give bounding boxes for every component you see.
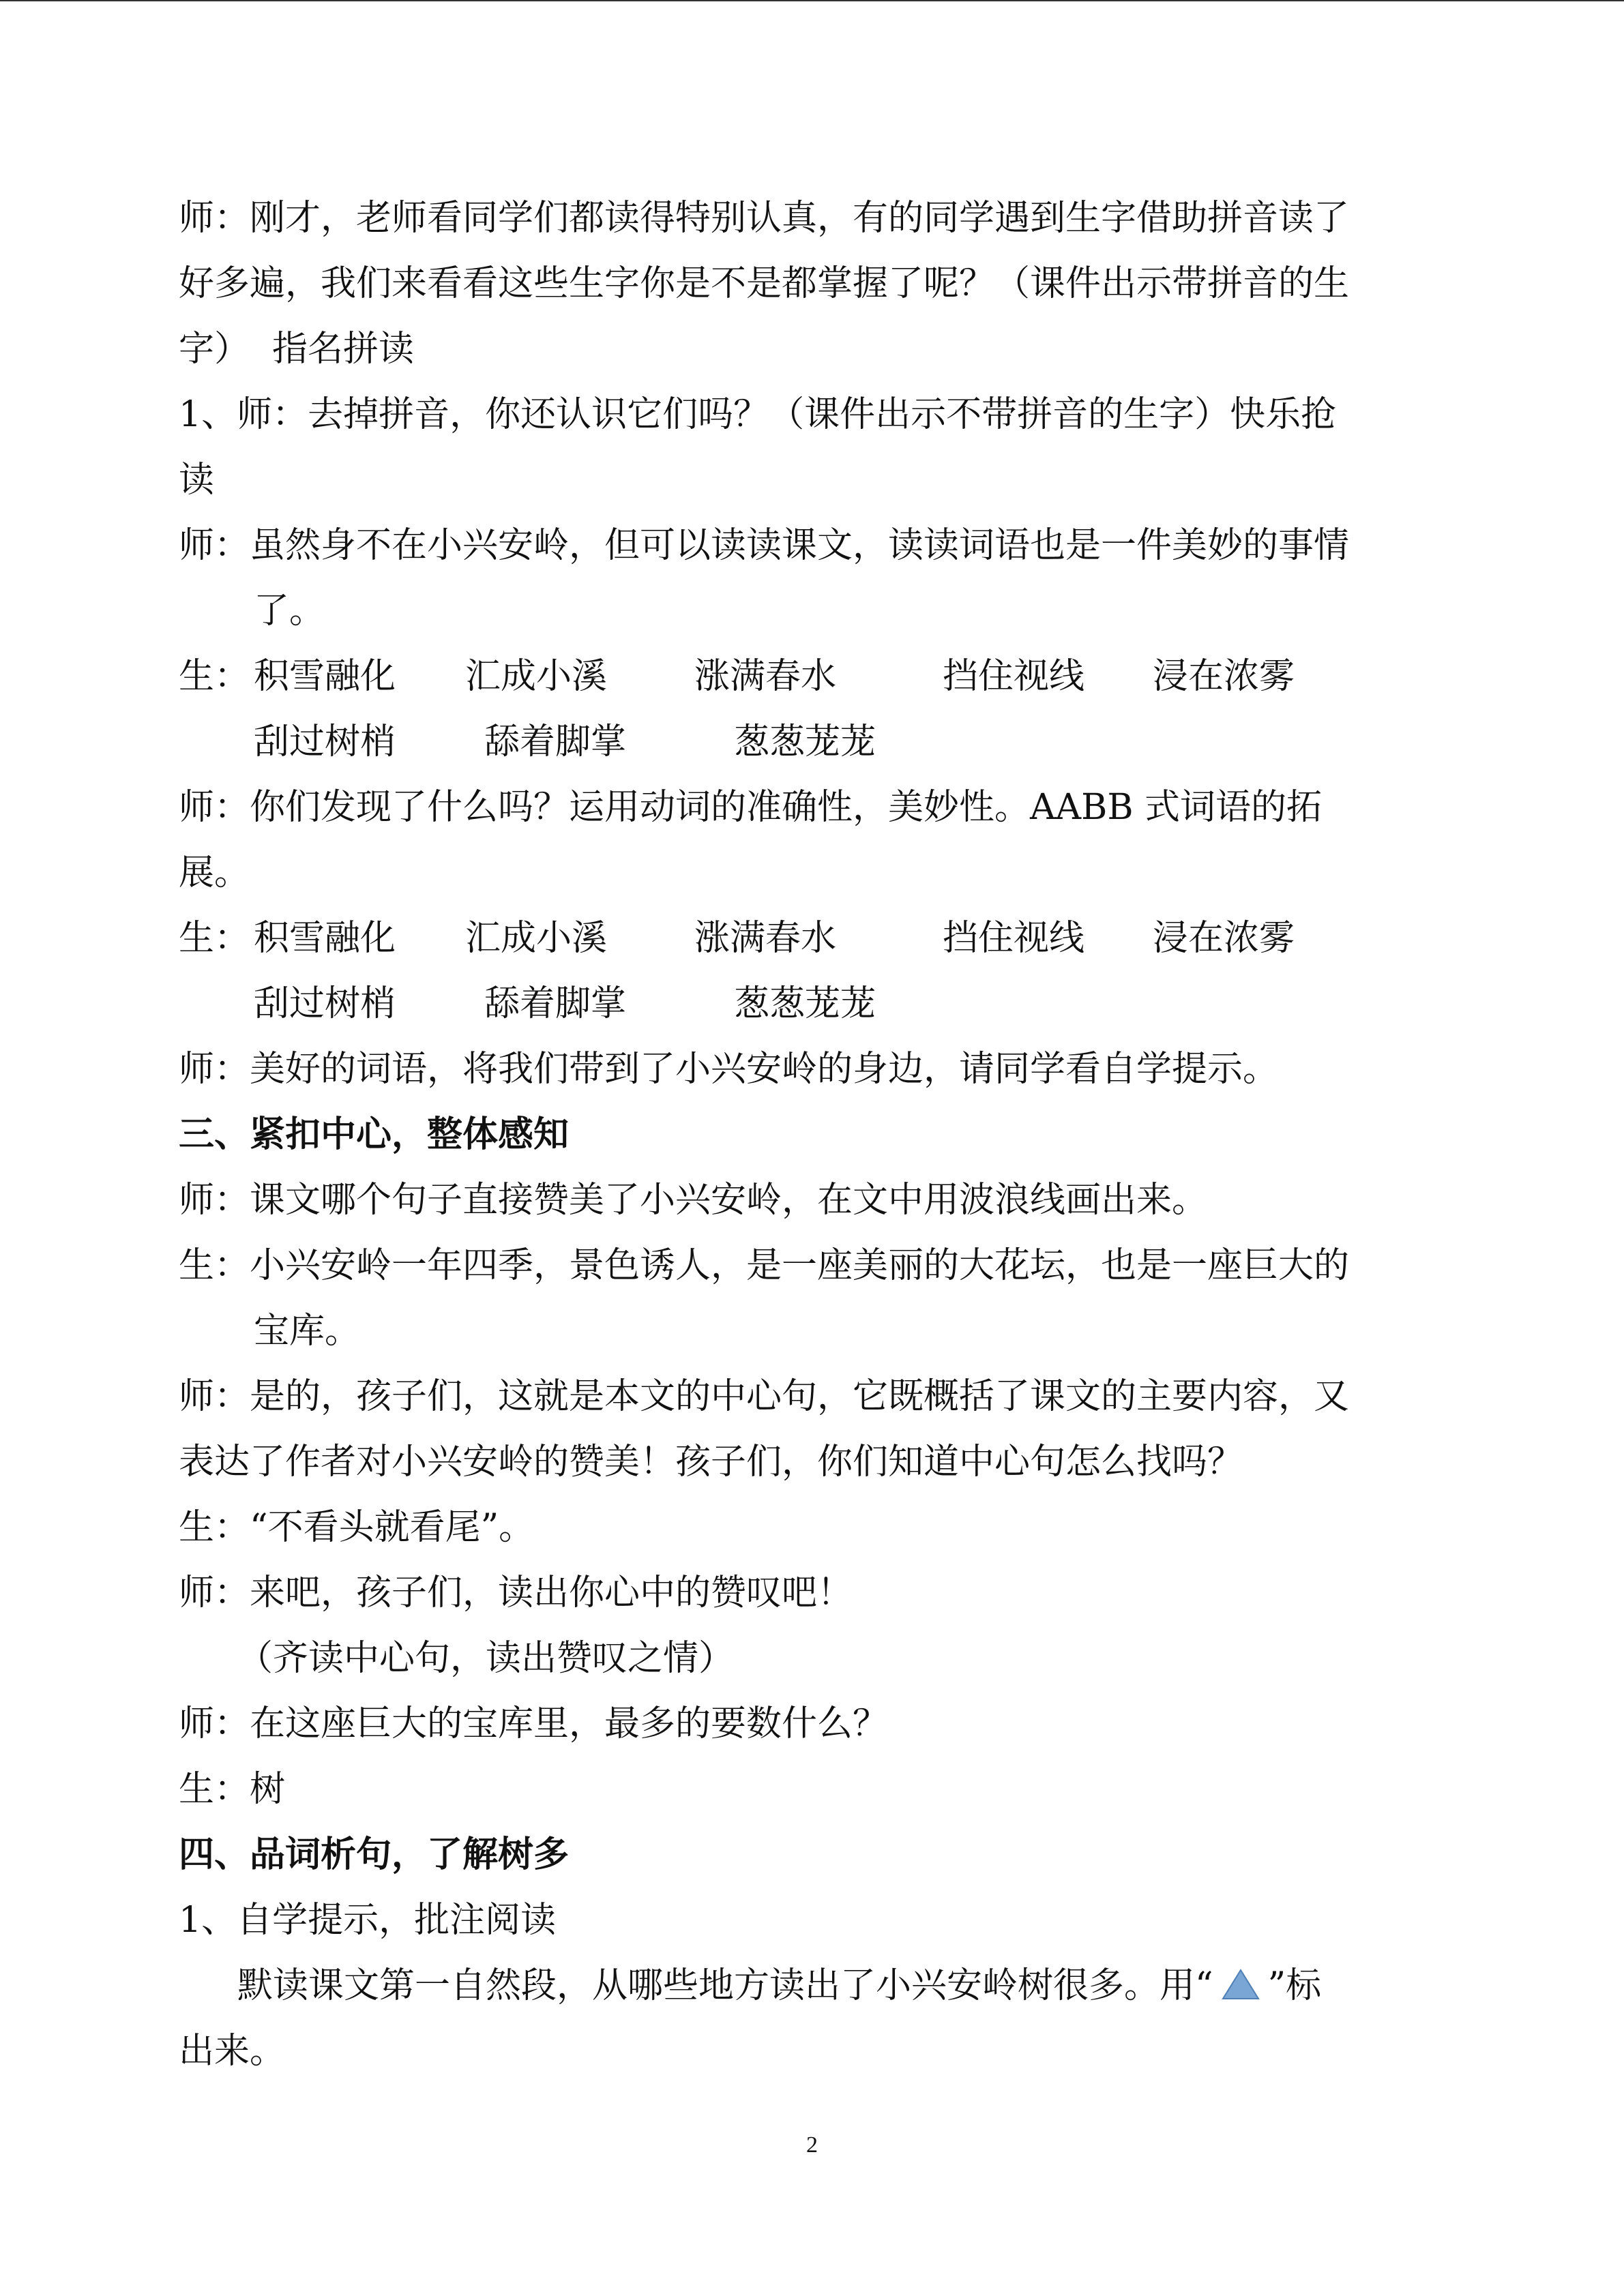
text-line: 1、师：去掉拼音，你还认识它们吗？（课件出示不带拼音的生字）快乐抢 — [179, 394, 1337, 435]
word-item: 刮过树梢 — [254, 983, 396, 1024]
text-line: 师：刚才，老师看同学们都读得特别认真，有的同学遇到生字借助拼音读了 — [179, 198, 1350, 239]
text-line: 师：课文哪个句子直接赞美了小兴安岭，在文中用波浪线画出来。 — [179, 1180, 1208, 1221]
text-line: 读 — [179, 460, 215, 501]
text-line: 了。 — [254, 591, 325, 631]
text-line — [237, 1964, 1321, 2008]
text-line: 好多遍，我们来看看这些生字你是不是都掌握了呢？（课件出示带拼音的生 — [179, 263, 1350, 304]
word-item: 汇成小溪 — [465, 918, 608, 959]
speaker-label: 生： — [179, 656, 250, 697]
word-item: 挡住视线 — [943, 918, 1085, 959]
word-item: 葱葱茏茏 — [734, 721, 876, 762]
word-item: 浸在浓雾 — [1153, 918, 1295, 959]
text-line: 生：树 — [179, 1769, 286, 1810]
word-item: 刮过树梢 — [254, 721, 396, 762]
word-item: 汇成小溪 — [465, 656, 608, 697]
instruction-text: 默读课文第一自然段，从哪些地方读出了小兴安岭树很多。用“ — [237, 1965, 1213, 2006]
word-item: 涨满春水 — [694, 918, 837, 959]
instruction-text-end: ”标 — [1267, 1965, 1322, 2006]
page-number: 2 — [806, 2132, 818, 2158]
text-line: 字） 指名拼读 — [179, 329, 415, 370]
word-item: 舔着脚掌 — [484, 721, 627, 762]
text-line: 生：小兴安岭一年四季，景色诱人，是一座美丽的大花坛，也是一座巨大的 — [179, 1245, 1350, 1286]
text-line: 1、自学提示，批注阅读 — [179, 1900, 557, 1941]
text-line: 表达了作者对小兴安岭的赞美！孩子们，你们知道中心句怎么找吗？ — [179, 1442, 1243, 1482]
word-item: 积雪融化 — [254, 656, 396, 697]
text-line: 师：是的，孩子们，这就是本文的中心句，它既概括了课文的主要内容，又 — [179, 1376, 1350, 1417]
word-item: 涨满春水 — [694, 656, 837, 697]
word-item: 积雪融化 — [254, 918, 396, 959]
word-item: 挡住视线 — [943, 656, 1085, 697]
word-item: 舔着脚掌 — [484, 983, 627, 1024]
text-line: 展。 — [179, 852, 250, 893]
text-line: 师：在这座巨大的宝库里，最多的要数什么？ — [179, 1703, 889, 1744]
text-line: 师：美好的词语，将我们带到了小兴安岭的身边，请同学看自学提示。 — [179, 1049, 1279, 1090]
text-line: 师：虽然身不在小兴安岭，但可以读读课文，读读词语也是一件美妙的事情 — [179, 525, 1350, 566]
word-item: 浸在浓雾 — [1153, 656, 1295, 697]
text-line: 生：“不看头就看尾”。 — [179, 1507, 535, 1548]
speaker-label: 生： — [179, 918, 250, 959]
text-line: 宝库。 — [254, 1311, 361, 1352]
text-line: 出来。 — [179, 2031, 286, 2072]
text-line: 师：来吧，孩子们，读出你心中的赞叹吧！ — [179, 1572, 853, 1613]
triangle-mark-icon — [1220, 1967, 1261, 2001]
section-heading: 三、紧扣中心，整体感知 — [179, 1114, 570, 1155]
text-line: （齐读中心句，读出赞叹之情） — [237, 1638, 735, 1679]
section-heading: 四、品词析句，了解树多 — [179, 1834, 570, 1875]
text-line: 师：你们发现了什么吗？运用动词的准确性，美妙性。AABB 式词语的拓 — [179, 787, 1323, 828]
word-item: 葱葱茏茏 — [734, 983, 876, 1024]
